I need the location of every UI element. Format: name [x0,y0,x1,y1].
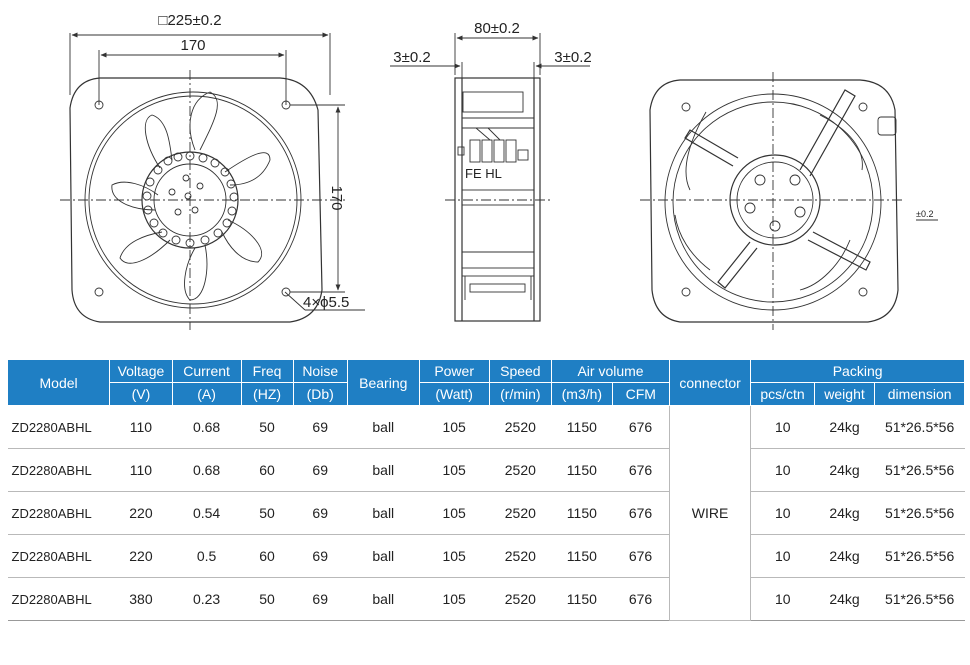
header-pcs-per-carton: pcs/ctn [751,383,815,406]
cell-dimension: 51*26.5*56 [875,578,965,621]
cell-weight: 24kg [814,406,874,449]
table-row [8,492,965,535]
cell-current: 0.68 [172,406,241,449]
cell-noise: 69 [293,578,347,621]
dim-rim-left: 3±0.2 [393,49,431,66]
cell-speed: 2520 [489,535,552,578]
cell-bearing: ball [347,449,419,492]
cell-speed: 2520 [489,406,552,449]
cell-freq: 50 [241,578,293,621]
header-noise: Noise [293,360,347,383]
table-row [8,535,965,578]
cell-model: ZD2280ABHL [8,535,110,578]
cell-weight: 24kg [814,578,874,621]
table-row [8,578,965,621]
cell-voltage: 110 [110,406,173,449]
cell-freq: 60 [241,535,293,578]
header-freq-unit: (HZ) [241,383,293,406]
cell-freq: 60 [241,449,293,492]
cell-dimension: 51*26.5*56 [875,535,965,578]
cell-pcs: 10 [751,449,815,492]
cell-voltage: 380 [110,578,173,621]
side-view [390,20,592,321]
header-current: Current [172,360,241,383]
cell-current: 0.54 [172,492,241,535]
cell-voltage: 220 [110,535,173,578]
dim-mounting-holes: 4×ϕ5.5 [303,294,350,311]
header-model: Model [8,360,110,406]
header-power: Power [419,360,489,383]
table-row [8,406,965,449]
header-connector: connector [669,360,750,406]
cell-bearing: ball [347,535,419,578]
cell-noise: 69 [293,449,347,492]
cell-model: ZD2280ABHL [8,492,110,535]
cell-current: 0.5 [172,535,241,578]
cell-cfm: 676 [612,578,669,621]
front-view [60,12,365,330]
cell-cfm: 676 [612,492,669,535]
cell-model: ZD2280ABHL [8,406,110,449]
cell-pcs: 10 [751,578,815,621]
header-speed: Speed [489,360,552,383]
cell-m3h: 1150 [552,406,612,449]
header-air-cfm: CFM [612,383,669,406]
cell-current: 0.68 [172,449,241,492]
cell-power: 105 [419,449,489,492]
cell-freq: 50 [241,406,293,449]
side-note: ±0.2 [916,209,934,219]
cell-pcs: 10 [751,406,815,449]
cell-freq: 50 [241,492,293,535]
header-dimension: dimension [875,383,965,406]
cell-bearing: ball [347,492,419,535]
header-air-volume: Air volume [552,360,670,383]
cell-power: 105 [419,578,489,621]
cell-model: ZD2280ABHL [8,578,110,621]
header-weight: weight [814,383,874,406]
cell-m3h: 1150 [552,535,612,578]
cell-m3h: 1150 [552,578,612,621]
header-voltage: Voltage [110,360,173,383]
table-row [8,449,965,492]
header-power-unit: (Watt) [419,383,489,406]
cell-cfm: 676 [612,406,669,449]
spec-table [7,359,965,621]
cell-model: ZD2280ABHL [8,449,110,492]
dim-rim-right: 3±0.2 [554,49,592,66]
cell-pcs: 10 [751,535,815,578]
header-packing: Packing [751,360,965,383]
header-air-m3h: (m3/h) [552,383,612,406]
header-voltage-unit: (V) [110,383,173,406]
cell-speed: 2520 [489,492,552,535]
cell-bearing: ball [347,406,419,449]
cell-weight: 24kg [814,449,874,492]
cell-speed: 2520 [489,578,552,621]
dim-hole-vertical: 170 [328,185,345,211]
cell-noise: 69 [293,406,347,449]
rear-view [640,72,938,330]
cell-bearing: ball [347,578,419,621]
cell-dimension: 51*26.5*56 [875,449,965,492]
terminal-label: FE HL [465,166,502,181]
cell-dimension: 51*26.5*56 [875,406,965,449]
cell-noise: 69 [293,535,347,578]
header-noise-unit: (Db) [293,383,347,406]
cell-current: 0.23 [172,578,241,621]
cell-cfm: 676 [612,535,669,578]
cell-voltage: 110 [110,449,173,492]
cell-cfm: 676 [612,449,669,492]
cell-m3h: 1150 [552,492,612,535]
cell-m3h: 1150 [552,449,612,492]
cell-power: 105 [419,406,489,449]
cell-noise: 69 [293,492,347,535]
cell-dimension: 51*26.5*56 [875,492,965,535]
cell-voltage: 220 [110,492,173,535]
cell-weight: 24kg [814,492,874,535]
cell-speed: 2520 [489,449,552,492]
cell-power: 105 [419,492,489,535]
dim-hole-horizontal: 170 [180,37,206,54]
cell-connector: WIRE [669,406,750,621]
header-bearing: Bearing [347,360,419,406]
dim-square: □225±0.2 [158,12,222,29]
dim-depth: 80±0.2 [474,20,520,37]
header-freq: Freq [241,360,293,383]
header-speed-unit: (r/min) [489,383,552,406]
cell-pcs: 10 [751,492,815,535]
cell-power: 105 [419,535,489,578]
header-current-unit: (A) [172,383,241,406]
cell-weight: 24kg [814,535,874,578]
